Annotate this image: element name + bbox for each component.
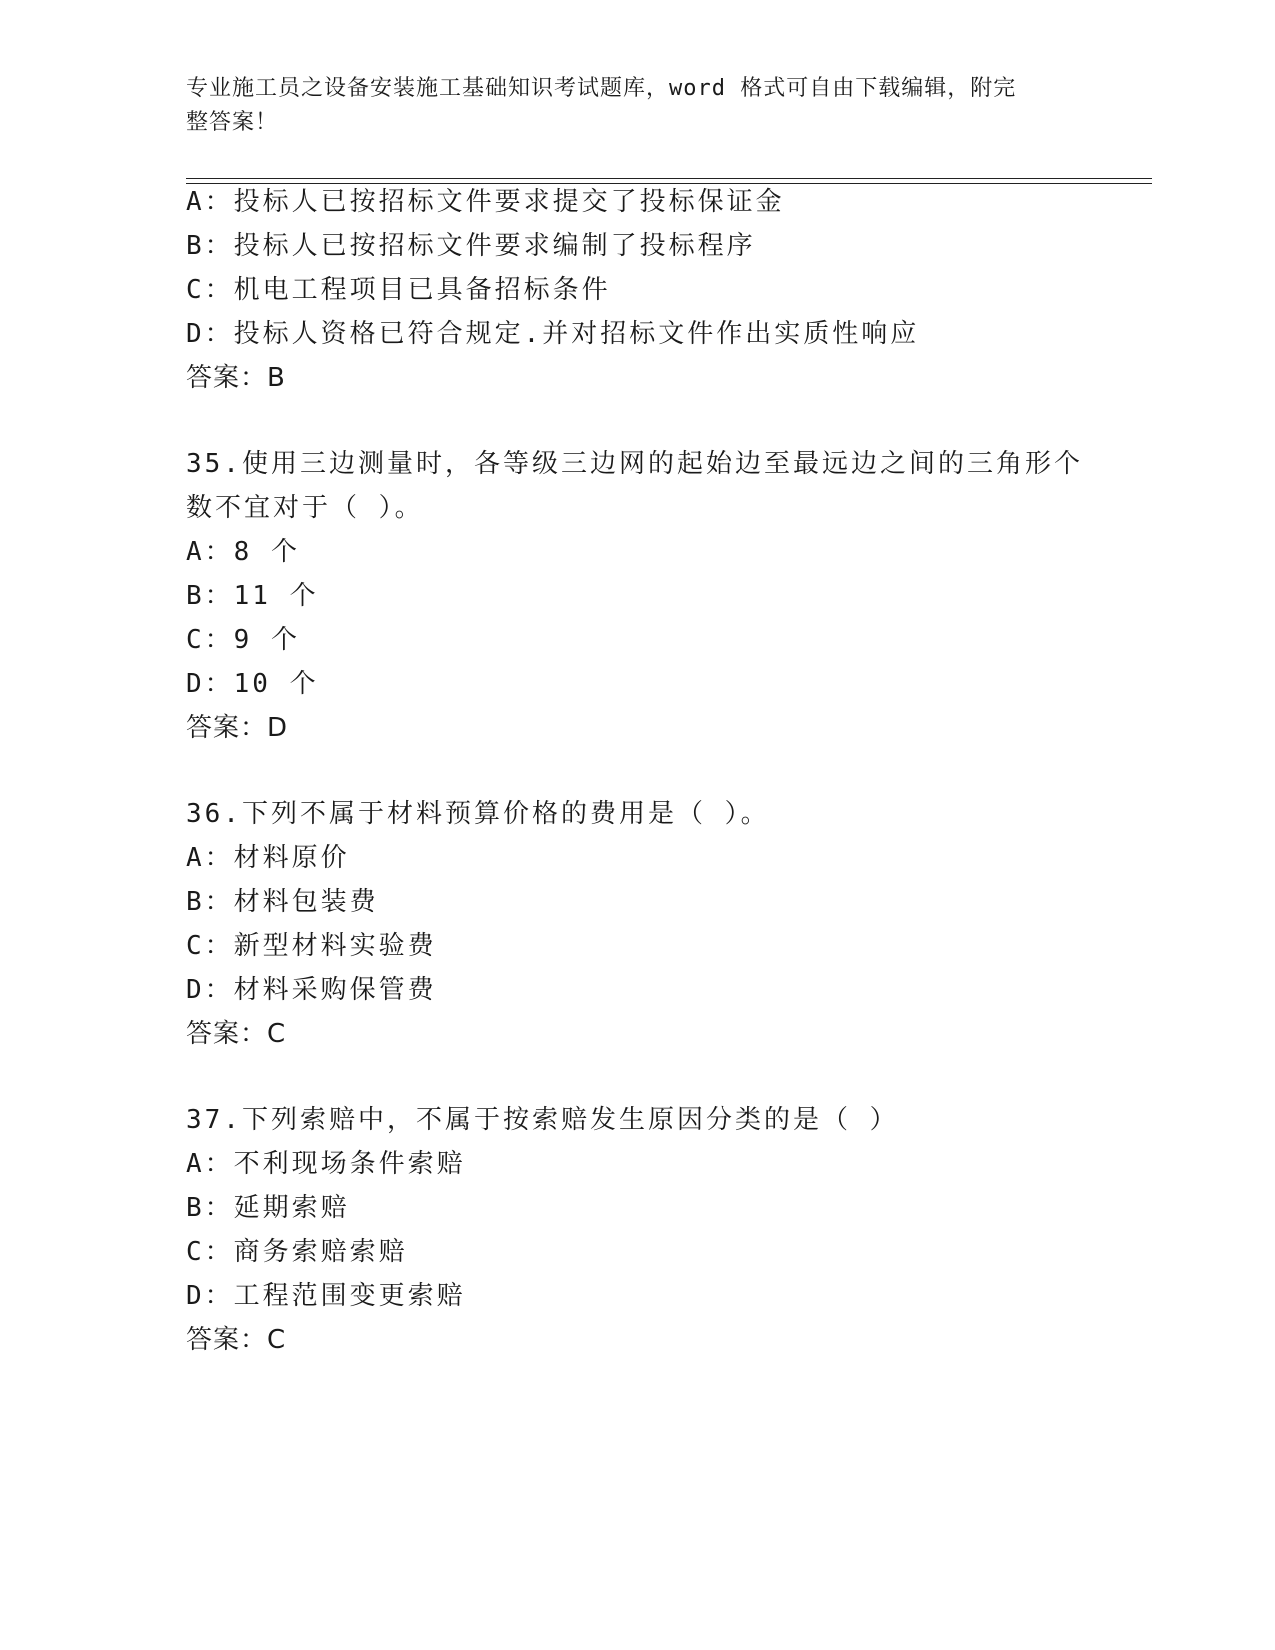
answer-line: 答案：C xyxy=(186,1019,287,1049)
header-divider xyxy=(186,183,1152,184)
option-c: C：机电工程项目已具备招标条件 xyxy=(186,275,611,305)
option-d: D：材料采购保管费 xyxy=(186,975,437,1005)
option-a: A：材料原价 xyxy=(186,843,350,873)
question-stem: 36.下列不属于材料预算价格的费用是（ ）。 xyxy=(186,799,770,829)
header-divider xyxy=(186,178,1152,179)
option-c: C：新型材料实验费 xyxy=(186,931,437,961)
option-d: D：10 个 xyxy=(186,669,319,699)
option-b: B：延期索赔 xyxy=(186,1193,350,1223)
option-b: B：材料包装费 xyxy=(186,887,379,917)
option-c: C：商务索赔索赔 xyxy=(186,1237,408,1267)
option-c: C：9 个 xyxy=(186,625,300,655)
question-stem: 37.下列索赔中，不属于按索赔发生原因分类的是（ ） xyxy=(186,1105,899,1135)
option-d: D：投标人资格已符合规定.并对招标文件作出实质性响应 xyxy=(186,319,920,349)
option-a: A：投标人已按招标文件要求提交了投标保证金 xyxy=(186,187,785,217)
option-b: B：11 个 xyxy=(186,581,319,611)
answer-line: 答案：D xyxy=(186,713,289,743)
document-header xyxy=(186,72,1066,140)
answer-line: 答案：C xyxy=(186,1325,287,1355)
option-d: D：工程范围变更索赔 xyxy=(186,1281,466,1311)
question-stem: 35.使用三边测量时，各等级三边网的起始边至最远边之间的三角形个 xyxy=(186,449,1083,479)
question-stem: 数不宜对于（ ）。 xyxy=(186,493,424,523)
answer-line: 答案：B xyxy=(186,363,286,393)
header-line: 专业施工员之设备安装施工基础知识考试题库，word 格式可自由下载编辑，附完 xyxy=(186,76,1017,101)
option-a: A：8 个 xyxy=(186,537,300,567)
header-line: 整答案！ xyxy=(186,110,279,135)
option-b: B：投标人已按招标文件要求编制了投标程序 xyxy=(186,231,756,261)
option-a: A：不利现场条件索赔 xyxy=(186,1149,466,1179)
